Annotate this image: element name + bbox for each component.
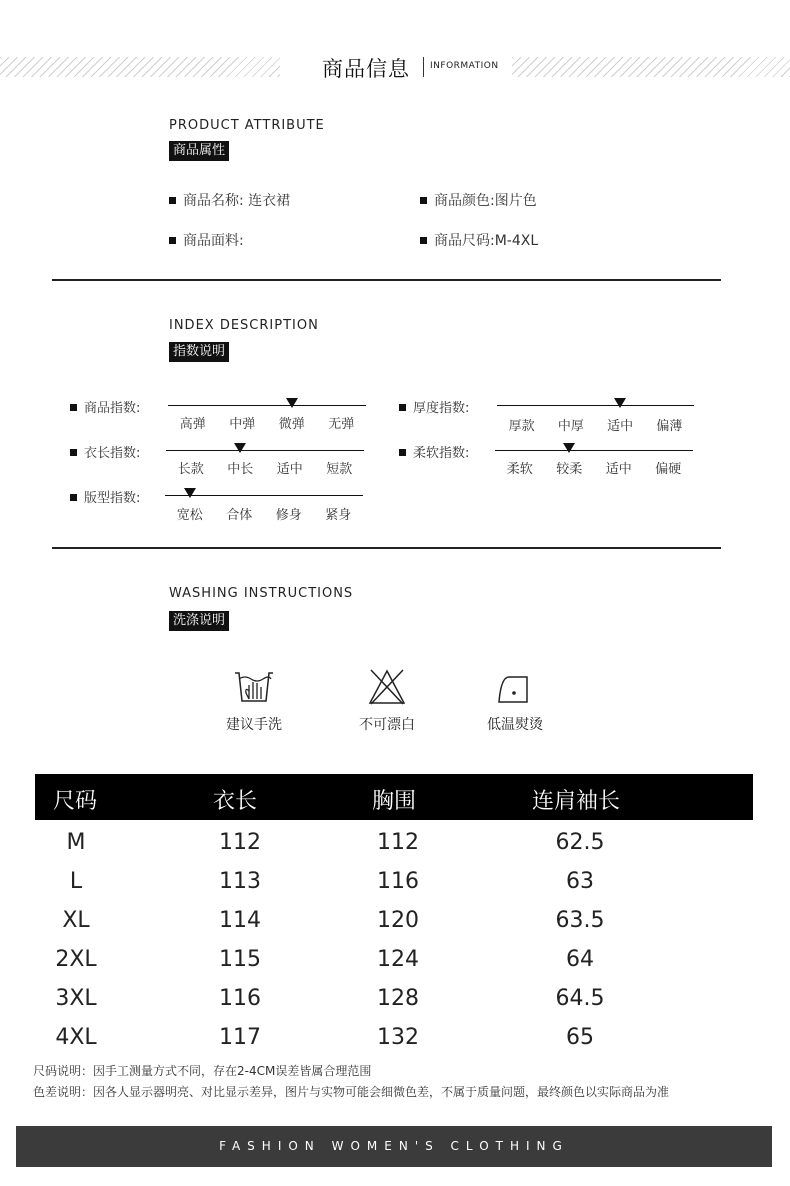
washing-heading-en: WASHING INSTRUCTIONS bbox=[169, 586, 354, 601]
index-label-text: 柔软指数: bbox=[413, 446, 470, 461]
size-note: 尺码说明：因手工测量方式不同，存在2-4CM误差皆属合理范围 bbox=[33, 1064, 372, 1078]
scale-option: 高弹 bbox=[179, 417, 206, 432]
index-label-text: 厚度指数: bbox=[413, 401, 470, 416]
bullet-icon bbox=[399, 404, 406, 411]
scale-option: 厚款 bbox=[508, 419, 535, 434]
bullet-icon bbox=[399, 449, 406, 456]
scale-line bbox=[166, 450, 364, 451]
attr-item-size bbox=[420, 230, 538, 250]
scale-option: 中长 bbox=[227, 462, 254, 477]
table-cell: 116 bbox=[377, 869, 419, 894]
index-label bbox=[70, 487, 140, 506]
table-cell: 112 bbox=[219, 830, 261, 855]
section-divider bbox=[52, 547, 721, 549]
scale-option: 较柔 bbox=[556, 462, 583, 477]
bullet-icon bbox=[420, 237, 427, 244]
attr-item-label: 商品面料: bbox=[183, 233, 244, 249]
table-cell: 4XL bbox=[55, 1025, 97, 1050]
table-cell: 112 bbox=[377, 830, 419, 855]
header-divider bbox=[423, 57, 424, 77]
table-cell: 124 bbox=[377, 947, 419, 972]
scale-option: 中弹 bbox=[229, 417, 256, 432]
table-cell: 116 bbox=[219, 986, 261, 1011]
wash-label: 不可漂白 bbox=[359, 717, 415, 733]
low-iron-icon bbox=[497, 673, 531, 709]
table-cell: 64.5 bbox=[555, 986, 605, 1011]
attributes-heading-cn: 商品属性 bbox=[169, 141, 229, 161]
scale-marker-icon bbox=[234, 443, 246, 453]
bullet-icon bbox=[70, 449, 77, 456]
scale-option: 微弹 bbox=[278, 417, 305, 432]
bullet-icon bbox=[420, 197, 427, 204]
color-note: 色差说明：因各人显示器明亮、对比显示差异，图片与实物可能会细微色差，不属于质量问题，最终颜色以实际商品为准 bbox=[33, 1085, 670, 1099]
index-heading-cn: 指数说明 bbox=[169, 342, 229, 362]
scale-option: 修身 bbox=[275, 508, 302, 523]
column-header: 胸围 bbox=[372, 789, 417, 814]
washing-heading-cn: 洗涤说明 bbox=[169, 611, 229, 631]
column-header: 尺码 bbox=[53, 789, 98, 814]
footer-text: FASHION WOMEN'S CLOTHING bbox=[219, 1139, 569, 1153]
bullet-icon bbox=[70, 404, 77, 411]
table-cell: 113 bbox=[219, 869, 261, 894]
scale-option: 短款 bbox=[326, 462, 353, 477]
scale-option: 无弹 bbox=[328, 417, 355, 432]
table-cell: 117 bbox=[219, 1025, 261, 1050]
attr-item-label: 商品名称: 连衣裙 bbox=[183, 193, 291, 209]
section-divider bbox=[52, 279, 721, 281]
header-hatch-right bbox=[512, 57, 790, 77]
table-cell: 120 bbox=[377, 908, 419, 933]
scale-option: 柔软 bbox=[506, 462, 533, 477]
column-header: 衣长 bbox=[213, 789, 258, 814]
hand-wash-icon bbox=[233, 669, 275, 709]
scale-option: 适中 bbox=[607, 419, 634, 434]
index-heading-en: INDEX DESCRIPTION bbox=[169, 318, 319, 333]
index-label bbox=[70, 442, 140, 461]
bullet-icon bbox=[169, 197, 176, 204]
table-cell: 63.5 bbox=[555, 908, 605, 933]
attr-item-color bbox=[420, 190, 537, 210]
header-hatch-left bbox=[0, 57, 280, 77]
scale-option: 合体 bbox=[226, 508, 253, 523]
scale-option: 宽松 bbox=[176, 508, 203, 523]
attr-item-label: 商品尺码:M-4XL bbox=[434, 233, 539, 249]
no-bleach-icon bbox=[367, 668, 407, 710]
bullet-icon bbox=[70, 494, 77, 501]
scale-option: 适中 bbox=[276, 462, 303, 477]
footer-banner bbox=[16, 1126, 772, 1167]
table-cell: 62.5 bbox=[555, 830, 605, 855]
table-cell: 64 bbox=[566, 947, 594, 972]
scale-option: 偏硬 bbox=[655, 462, 682, 477]
size-table-header bbox=[35, 774, 753, 820]
table-cell: M bbox=[66, 830, 86, 855]
scale-option: 适中 bbox=[605, 462, 632, 477]
scale-option: 紧身 bbox=[325, 508, 352, 523]
scale-marker-icon bbox=[286, 398, 298, 408]
scale-marker-icon bbox=[614, 398, 626, 408]
index-label-text: 版型指数: bbox=[84, 491, 141, 506]
index-label bbox=[70, 397, 140, 416]
table-cell: 2XL bbox=[55, 947, 97, 972]
scale-option: 偏薄 bbox=[656, 419, 683, 434]
table-cell: L bbox=[69, 869, 83, 894]
attr-item-name bbox=[169, 190, 290, 210]
table-cell: XL bbox=[62, 908, 90, 933]
wash-label: 建议手洗 bbox=[226, 717, 282, 733]
scale-option: 长款 bbox=[177, 462, 204, 477]
index-label-text: 商品指数: bbox=[84, 401, 141, 416]
table-cell: 114 bbox=[219, 908, 261, 933]
table-cell: 128 bbox=[377, 986, 419, 1011]
bullet-icon bbox=[169, 237, 176, 244]
scale-line bbox=[497, 405, 694, 406]
scale-marker-icon bbox=[184, 488, 196, 498]
scale-line bbox=[495, 450, 693, 451]
attr-item-fabric bbox=[169, 230, 244, 250]
scale-option: 中厚 bbox=[557, 419, 584, 434]
table-cell: 115 bbox=[219, 947, 261, 972]
column-header: 连肩袖长 bbox=[532, 789, 621, 814]
scale-line bbox=[168, 405, 366, 406]
table-cell: 3XL bbox=[55, 986, 97, 1011]
scale-marker-icon bbox=[563, 443, 575, 453]
page-subtitle: INFORMATION bbox=[430, 61, 499, 71]
index-label-text: 衣长指数: bbox=[84, 446, 141, 461]
page-title: 商品信息 bbox=[322, 57, 410, 81]
table-cell: 63 bbox=[566, 869, 594, 894]
wash-label: 低温熨烫 bbox=[487, 717, 543, 733]
attr-item-label: 商品颜色:图片色 bbox=[434, 193, 537, 209]
attributes-heading-en: PRODUCT ATTRIBUTE bbox=[169, 118, 325, 133]
table-cell: 132 bbox=[377, 1025, 419, 1050]
index-label bbox=[399, 442, 469, 461]
index-label bbox=[399, 397, 469, 416]
table-cell: 65 bbox=[566, 1025, 594, 1050]
